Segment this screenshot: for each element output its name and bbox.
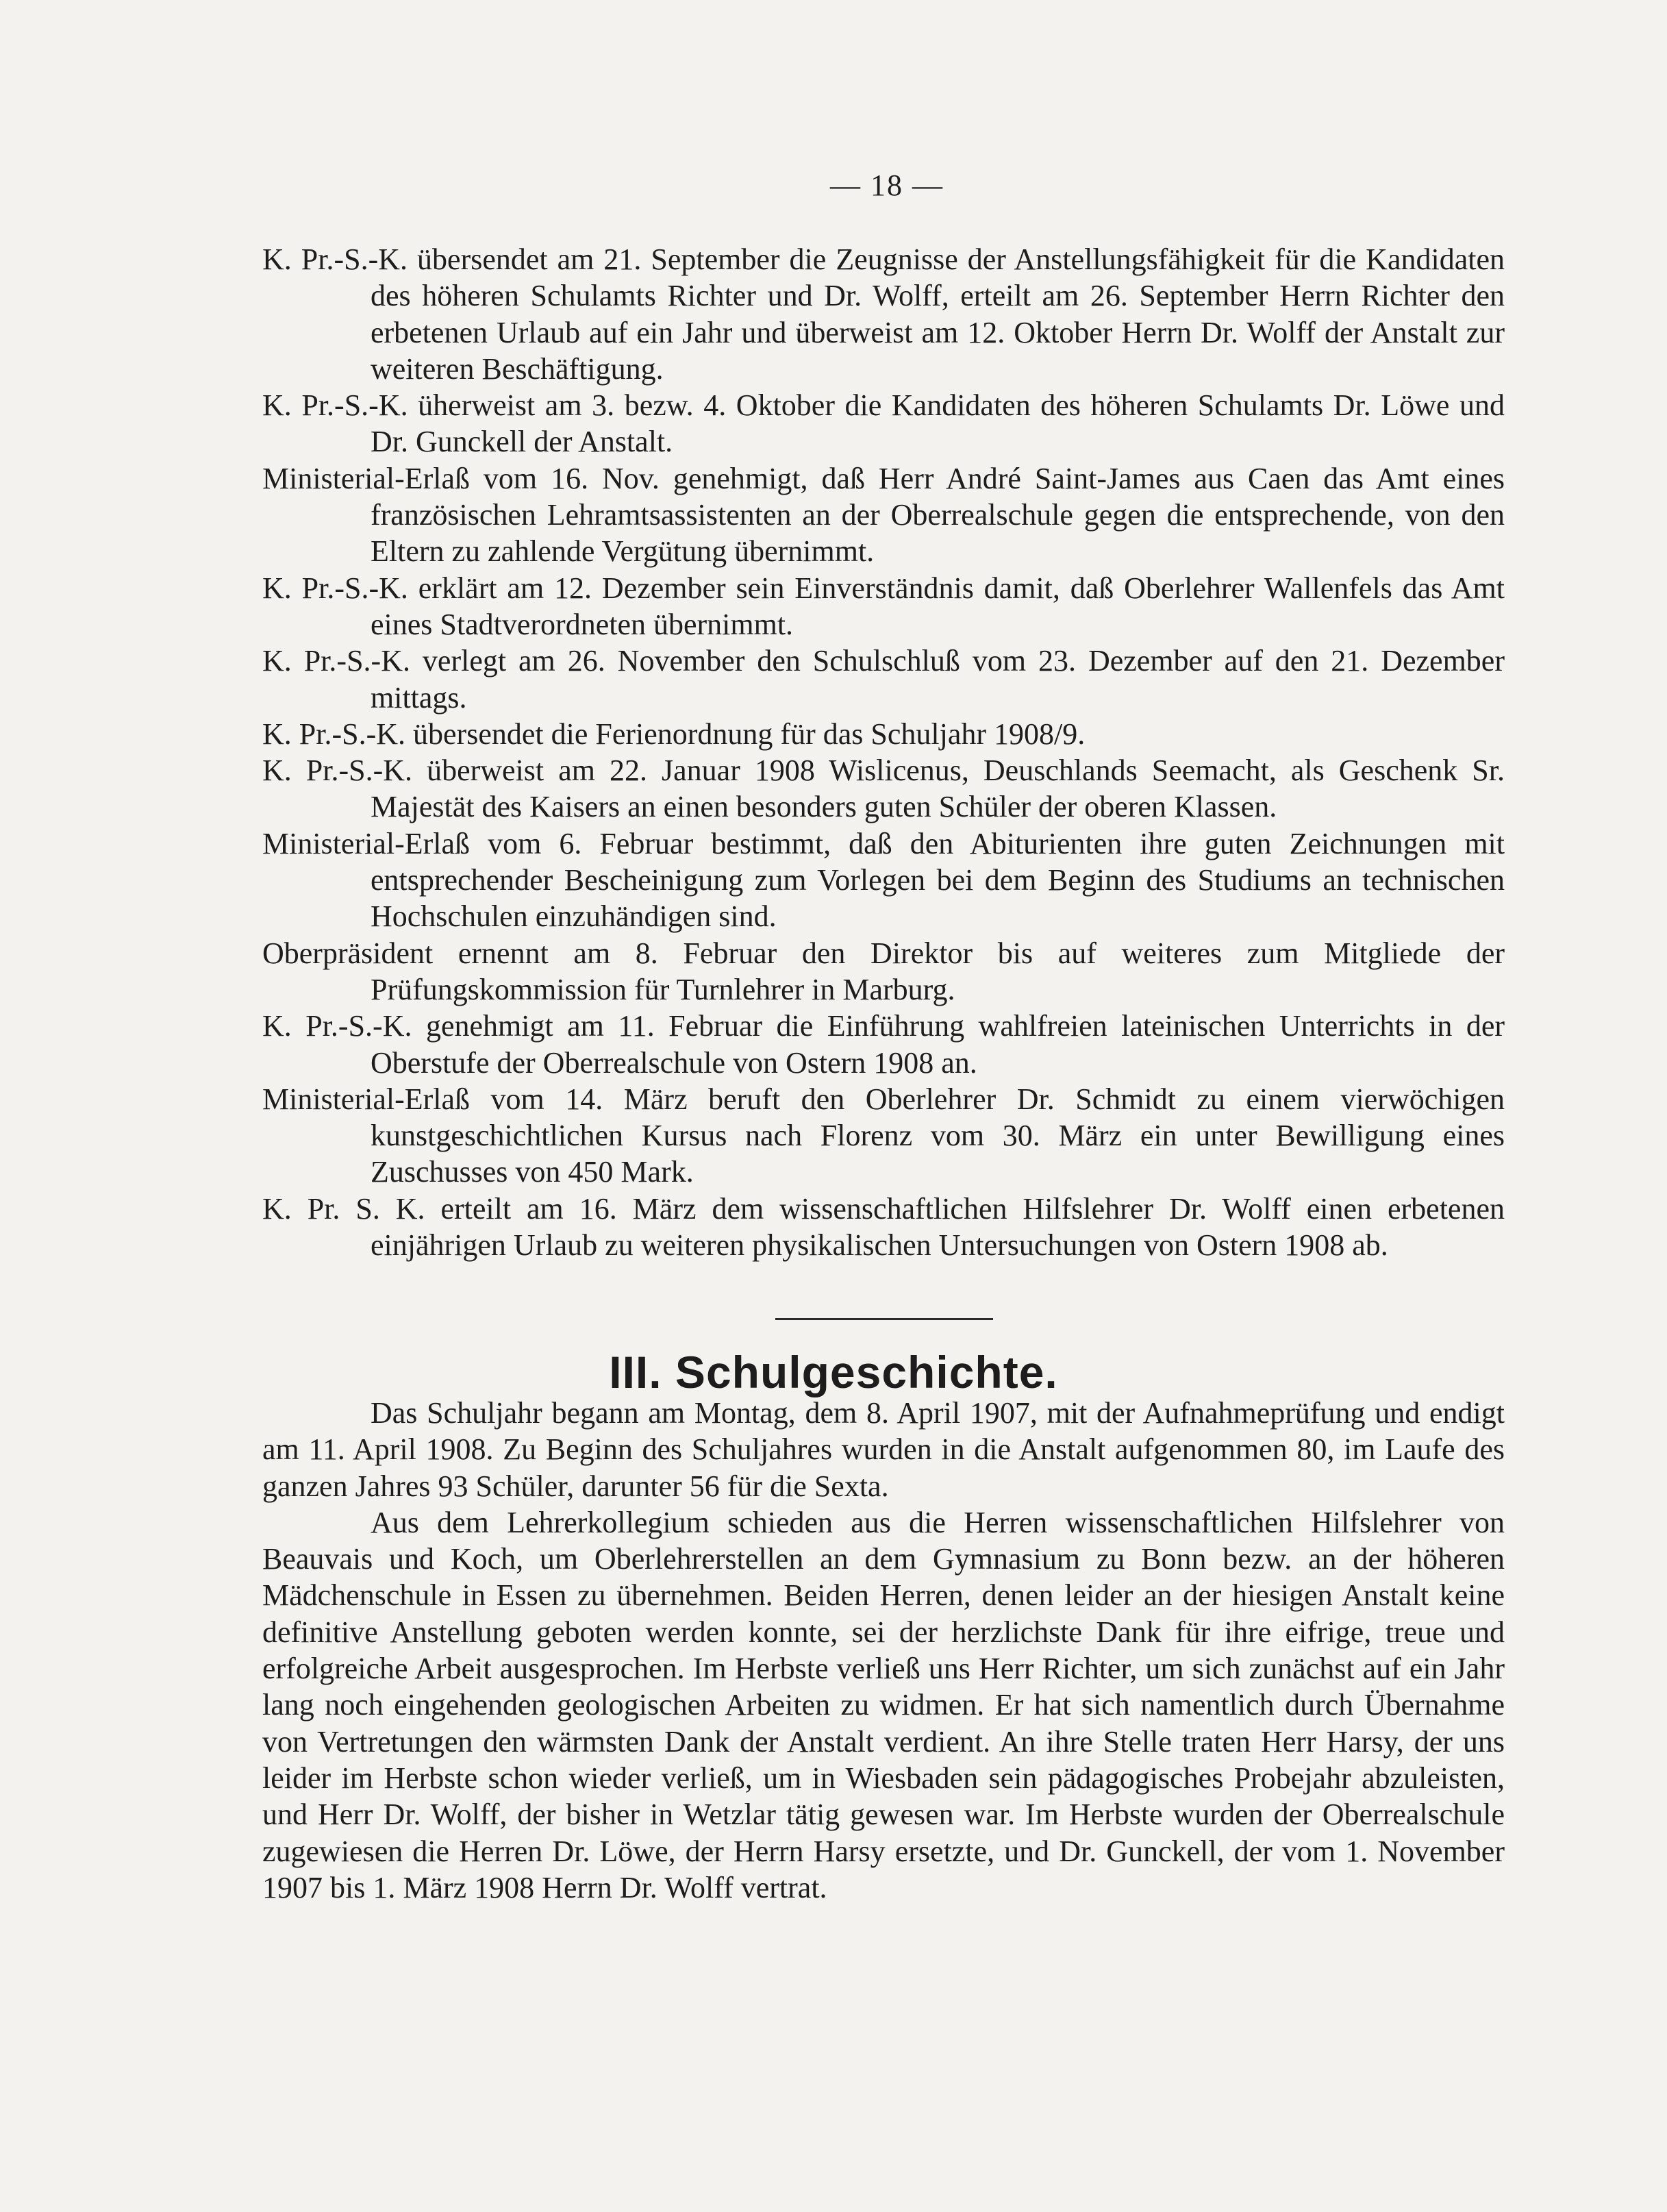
decree-entry: Ministerial-Erlaß vom 6. Februar bestimmt, daß den Abiturienten ihre guten Zeichnungen mit entsprechender Bescheinigung zum Vorlegen bei dem Beginn des Studiums an technischen Hochschulen einzuhändigen sind.: [262, 826, 1505, 934]
decree-entry: K. Pr.-S.-K. erklärt am 12. Dezember sein Einverständnis damit, daß Oberlehrer Wallenfels das Amt eines Stadtverordneten übernimmt.: [262, 571, 1505, 641]
section-paragraph: Aus dem Lehrerkollegium schieden aus die Herren wissenschaftlichen Hilfslehrer von Beauvais und Koch, um Oberlehrerstellen an dem Gymnasium zu Bonn bezw. an der höheren Mädchenschule in Essen zu übernehmen. Beiden Herren, denen leider an der hiesigen Anstalt keine definitive Anstellung geboten werden konnte, sei der herzlichste Dank für ihre eifrige, treue und erfolgreiche Arbeit ausgesprochen. Im Herbste verließ uns Herr Richter, um sich zunächst auf ein Jahr lang noch eingehenden geologischen Arbeiten zu widmen. Er hat sich namentlich durch Übernahme von Vertretungen den wärmsten Dank der Anstalt verdient. An ihre Stelle traten Herr Harsy, der uns leider im Herbste schon wieder verließ, um in Wiesbaden sein pädagogisches Probejahr abzuleisten, und Herr Dr. Wolff, der bisher in Wetzlar tätig gewesen war. Im Herbste wurden der Oberrealschule zugewiesen die Herren Dr. Löwe, der Herrn Harsy ersetzte, und Dr. Gunckell, der vom 1. November 1907 bis 1. März 1908 Herrn Dr. Wolff vertrat.: [262, 1505, 1505, 1904]
section-divider: [775, 1318, 993, 1320]
decree-entry: K. Pr.-S.-K. üherweist am 3. bezw. 4. Oktober die Kandidaten des höheren Schulamts Dr. Löwe und Dr. Gunckell der Anstalt.: [262, 388, 1505, 459]
decree-entry: K. Pr.-S.-K. überweist am 22. Januar 1908 Wislicenus, Deuschlands Seemacht, als Geschenk Sr. Majestät des Kaisers an einen besonders guten Schüler der oberen Klassen.: [262, 754, 1505, 824]
decree-entry: Ministerial-Erlaß vom 14. März beruft den Oberlehrer Dr. Schmidt zu einem vierwöchigen kunstgeschichtlichen Kursus nach Florenz vom 30. März ein unter Bewilligung eines Zuschusses von 450 Mark.: [262, 1082, 1505, 1189]
decree-entry: Oberpräsident ernennt am 8. Februar den Direktor bis auf weiteres zum Mitgliede der Prüfungskommission für Turnlehrer in Marburg.: [262, 936, 1505, 1006]
section-paragraph: Das Schuljahr begann am Montag, dem 8. April 1907, mit der Aufnahmeprüfung und endigt am 11. April 1908. Zu Beginn des Schuljahres wurden in die Anstalt aufgenommen 80, im Laufe des ganzen Jahres 93 Schüler, darunter 56 für die Sexta.: [262, 1396, 1505, 1503]
decree-list: [262, 241, 1505, 1263]
decree-entry: K. Pr. S. K. erteilt am 16. März dem wissenschaftlichen Hilfslehrer Dr. Wolff einen erbetenen einjährigen Urlaub zu weiteren physikalischen Untersuchungen von Ostern 1908 ab.: [262, 1191, 1505, 1263]
decree-entry: K. Pr.-S.-K. genehmigt am 11. Februar die Einführung wahlfreien lateinischen Unterrichts in der Oberstufe der Oberrealschule von Ostern 1908 an.: [262, 1009, 1505, 1080]
page-number: — 18 —: [830, 169, 944, 202]
decree-entry: K. Pr.-S.-K. übersendet die Ferienordnung für das Schuljahr 1908/9.: [262, 717, 1086, 751]
decree-entry: K. Pr.-S.-K. übersendet am 21. September die Zeugnisse der Anstellungsfähigkeit für die Kandidaten des höheren Schulamts Richter und Dr. Wolff, erteilt am 26. September Herrn Richter den erbetenen Urlaub auf ein Jahr und überweist am 12. Oktober Herrn Dr. Wolff der Anstalt zur weiteren Beschäftigung.: [262, 243, 1505, 386]
decree-entry: K. Pr.-S.-K. verlegt am 26. November den Schulschluß vom 23. Dezember auf den 21. Dezember mittags.: [262, 644, 1505, 714]
decree-entry: Ministerial-Erlaß vom 16. Nov. genehmigt, daß Herr André Saint-James aus Caen das Amt eines französischen Lehramtsassistenten an der Oberrealschule gegen die entsprechende, von den Eltern zu zahlende Vergütung übernimmt.: [262, 461, 1505, 569]
section-body: [262, 1395, 1505, 1906]
section-heading: III. Schulgeschichte.: [609, 1347, 1058, 1397]
